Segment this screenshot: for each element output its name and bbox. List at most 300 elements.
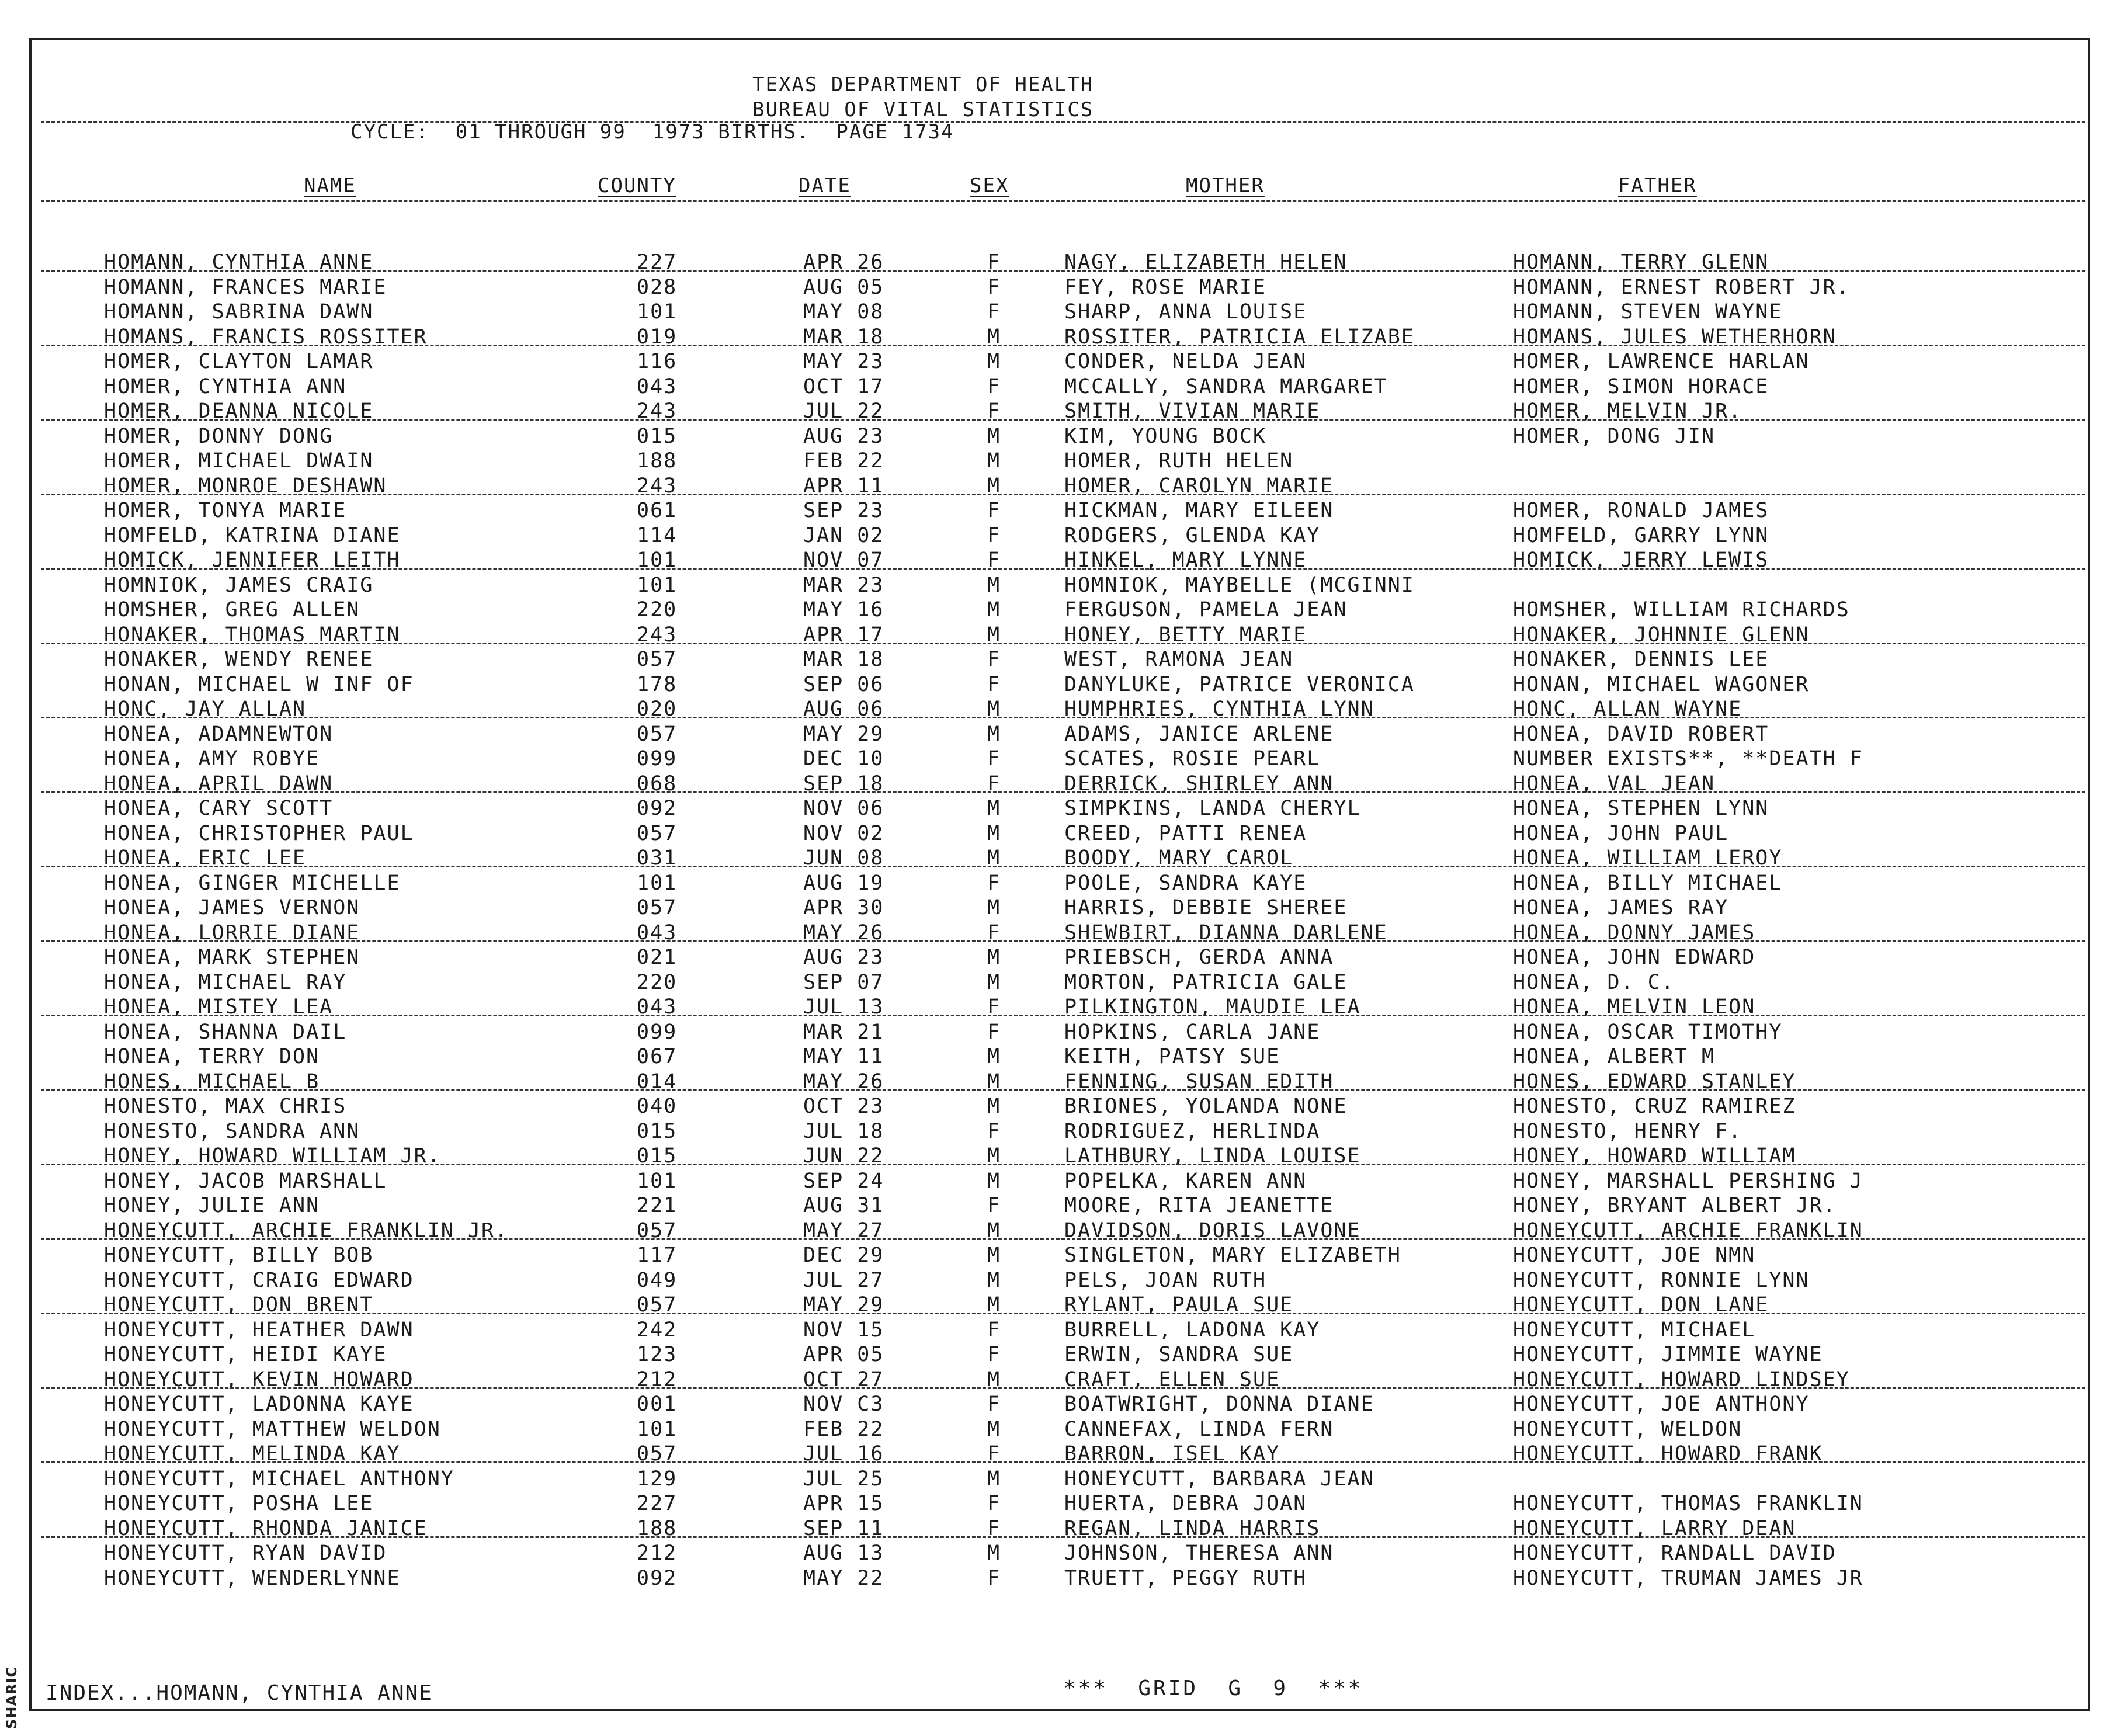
table-row [0,1094,2121,1119]
cell-sex: M [987,350,1001,373]
cell-father: HONES, EDWARD STANLEY [1513,1070,1796,1093]
cell-sex: F [987,523,1001,547]
cell-father: HONEYCUTT, HOWARD LINDSEY [1513,1367,1850,1391]
table-row [0,623,2121,648]
cell-date: MAY 29 [803,1293,884,1317]
cell-date: APR 05 [803,1343,884,1366]
table-row [0,1044,2121,1070]
cell-county: 101 [637,573,678,597]
cell-father: HONEYCUTT, HOWARD FRANK [1513,1442,1823,1466]
cell-name: HONAKER, WENDY RENEE [104,648,374,671]
cell-name: HONEYCUTT, DON BRENT [104,1293,374,1317]
cell-county: 057 [637,722,678,746]
cell-mother: SHARP, ANNA LOUISE [1064,300,1307,324]
cell-county: 099 [637,1020,678,1044]
column-header-date: DATE [799,174,851,197]
cell-sex: M [987,1070,1001,1093]
cell-county: 242 [637,1318,678,1342]
cell-county: 220 [637,970,678,994]
cell-mother: HONEY, BETTY MARIE [1064,623,1307,647]
cell-name: HONAKER, THOMAS MARTIN [104,623,401,647]
cell-date: AUG 31 [803,1194,884,1217]
cell-county: 028 [637,275,678,299]
cell-mother: TRUETT, PEGGY RUTH [1064,1566,1307,1590]
cell-name: HONEYCUTT, ARCHIE FRANKLIN JR. [104,1218,509,1242]
cell-sex: F [987,251,1001,274]
table-row [0,424,2121,449]
cell-name: HONEA, AMY ROBYE [104,747,320,770]
cell-date: MAY 08 [803,300,884,324]
table-row [0,1318,2121,1343]
cell-mother: HUMPHRIES, CYNTHIA LYNN [1064,697,1374,721]
cell-father: HONEYCUTT, JOE NMN [1513,1244,1756,1267]
cell-county: 020 [637,697,678,721]
cell-name: HOMANN, FRANCES MARIE [104,275,387,299]
cell-mother: MORTON, PATRICIA GALE [1064,970,1348,994]
table-row [0,1392,2121,1417]
table-row [0,1020,2121,1045]
cell-sex: F [987,1393,1001,1416]
cell-county: 101 [637,1417,678,1441]
table-row [0,449,2121,474]
cell-date: JUL 13 [803,995,884,1019]
cell-county: 015 [637,1119,678,1143]
cell-date: MAY 23 [803,350,884,373]
table-row [0,945,2121,970]
cell-mother: SIMPKINS, LANDA CHERYL [1064,797,1361,820]
cell-father: HONEA, DAVID ROBERT [1513,722,1769,746]
cell-mother: KIM, YOUNG BOCK [1064,424,1267,448]
cell-sex: M [987,1268,1001,1292]
cell-father: HONEA, ALBERT M [1513,1045,1716,1068]
table-row [0,697,2121,722]
cell-father: HONEY, HOWARD WILLIAM [1513,1144,1796,1168]
cell-sex: M [987,474,1001,498]
cell-date: MAY 26 [803,1070,884,1093]
cell-father: HONAKER, DENNIS LEE [1513,648,1769,671]
cell-date: JUN 08 [803,846,884,870]
cell-sex: M [987,846,1001,870]
table-row [0,846,2121,871]
cell-sex: M [987,797,1001,820]
cell-sex: F [987,548,1001,572]
cell-father: HONAN, MICHAEL WAGONER [1513,672,1810,696]
table-row [0,399,2121,424]
cell-father: HONEYCUTT, ARCHIE FRANKLIN [1513,1218,1863,1242]
column-header-divider [41,200,2085,202]
table-row [0,349,2121,374]
cell-sex: F [987,672,1001,696]
table-row [0,374,2121,400]
table-row [0,598,2121,623]
cell-mother: ADAMS, JANICE ARLENE [1064,722,1334,746]
cell-county: 092 [637,1566,678,1590]
report-title: TEXAS DEPARTMENT OF HEALTH [752,73,1094,96]
cell-mother: POOLE, SANDRA KAYE [1064,871,1307,895]
cell-date: FEB 22 [803,1417,884,1441]
column-header-name: NAME [304,174,356,197]
cell-mother: BRIONES, YOLANDA NONE [1064,1095,1348,1118]
cell-name: HONEY, JACOB MARSHALL [104,1169,387,1193]
cell-mother: ERWIN, SANDRA SUE [1064,1343,1294,1366]
cell-sex: F [987,374,1001,398]
cell-date: AUG 05 [803,275,884,299]
cell-father: HONEY, BRYANT ALBERT JR. [1513,1194,1837,1217]
cell-county: 015 [637,1144,678,1168]
table-row [0,300,2121,325]
cell-sex: F [987,1566,1001,1590]
cell-father: HOMANN, TERRY GLENN [1513,251,1769,274]
cell-name: HONEA, JAMES VERNON [104,896,360,919]
cell-father: HOMICK, JERRY LEWIS [1513,548,1769,572]
cell-sex: F [987,648,1001,671]
column-header-county: COUNTY [598,174,676,197]
cell-sex: M [987,722,1001,746]
cell-mother: JOHNSON, THERESA ANN [1064,1541,1334,1565]
table-row [0,1144,2121,1169]
cell-mother: FERGUSON, PAMELA JEAN [1064,598,1348,622]
cell-name: HONEA, GINGER MICHELLE [104,871,401,895]
cell-sex: M [987,598,1001,622]
cell-date: APR 30 [803,896,884,919]
cell-name: HONES, MICHAEL B [104,1070,320,1093]
cell-date: JUL 18 [803,1119,884,1143]
cell-sex: M [987,697,1001,721]
table-row [0,1442,2121,1467]
cell-mother: PELS, JOAN RUTH [1064,1268,1267,1292]
cell-mother: FEY, ROSE MARIE [1064,275,1267,299]
cell-sex: M [987,1244,1001,1267]
cell-date: SEP 23 [803,499,884,522]
cell-date: DEC 10 [803,747,884,770]
cell-name: HONEA, CARY SCOTT [104,797,334,820]
cell-mother: CANNEFAX, LINDA FERN [1064,1417,1334,1441]
cell-father: HONEYCUTT, RONNIE LYNN [1513,1268,1810,1292]
cell-date: AUG 19 [803,871,884,895]
table-row [0,970,2121,995]
cell-mother: BOATWRIGHT, DONNA DIANE [1064,1393,1374,1416]
cell-county: 101 [637,300,678,324]
cell-father: HOMER, RONALD JAMES [1513,499,1769,522]
cell-father: HONEYCUTT, JIMMIE WAYNE [1513,1343,1823,1366]
cell-date: APR 17 [803,623,884,647]
report-bureau: BUREAU OF VITAL STATISTICS [752,98,1094,121]
cell-name: HONC, JAY ALLAN [104,697,307,721]
cell-county: 123 [637,1343,678,1366]
cell-mother: BOODY, MARY CAROL [1064,846,1294,870]
cell-name: HONEYCUTT, BILLY BOB [104,1244,374,1267]
cell-name: HONEA, ADAMNEWTON [104,722,334,746]
cell-date: MAY 27 [803,1218,884,1242]
cell-mother: BURRELL, LADONA KAY [1064,1318,1321,1342]
cell-county: 031 [637,846,678,870]
cell-mother: BARRON, ISEL KAY [1064,1442,1280,1466]
cell-father: HONEA, D. C. [1513,970,1675,994]
cell-date: MAR 21 [803,1020,884,1044]
cell-father: HONEY, MARSHALL PERSHING J [1513,1169,1863,1193]
cell-county: 057 [637,648,678,671]
cell-mother: HICKMAN, MARY EILEEN [1064,499,1334,522]
cell-date: NOV 07 [803,548,884,572]
cell-date: APR 26 [803,251,884,274]
cell-name: HOMSHER, GREG ALLEN [104,598,360,622]
cell-name: HOMFELD, KATRINA DIANE [104,523,401,547]
table-row [0,772,2121,797]
cell-county: 068 [637,772,678,796]
table-row [0,1467,2121,1492]
cell-name: HONEYCUTT, WENDERLYNNE [104,1566,401,1590]
cell-mother: SCATES, ROSIE PEARL [1064,747,1321,770]
cell-sex: F [987,400,1001,423]
cell-mother: CREED, PATTI RENEA [1064,821,1307,845]
cell-sex: M [987,424,1001,448]
cell-date: SEP 11 [803,1516,884,1540]
cell-name: HONEYCUTT, MATTHEW WELDON [104,1417,441,1441]
table-row [0,1218,2121,1244]
cell-sex: F [987,1516,1001,1540]
cell-name: HONESTO, SANDRA ANN [104,1119,360,1143]
cell-sex: F [987,921,1001,945]
cell-name: HONEA, ERIC LEE [104,846,307,870]
cell-county: 117 [637,1244,678,1267]
cell-county: 057 [637,896,678,919]
cell-father: HONEA, DONNY JAMES [1513,921,1756,945]
cell-father: HOMER, LAWRENCE HARLAN [1513,350,1810,373]
cell-mother: REGAN, LINDA HARRIS [1064,1516,1321,1540]
cell-county: 212 [637,1367,678,1391]
cell-name: HONEA, MISTEY LEA [104,995,334,1019]
cell-name: HONEYCUTT, LADONNA KAYE [104,1393,414,1416]
table-row [0,995,2121,1020]
table-row [0,1243,2121,1268]
cell-county: 227 [637,1492,678,1515]
cell-mother: WEST, RAMONA JEAN [1064,648,1294,671]
cycle-line: CYCLE: 01 THROUGH 99 1973 BIRTHS. PAGE 1734 [350,120,954,144]
cell-name: HONEY, JULIE ANN [104,1194,320,1217]
cell-mother: HOMNIOK, MAYBELLE (MCGINNI [1064,573,1415,597]
cell-father: HOMANN, ERNEST ROBERT JR. [1513,275,1850,299]
cell-name: HONAN, MICHAEL W INF OF [104,672,414,696]
cell-sex: F [987,871,1001,895]
cell-county: 220 [637,598,678,622]
cell-sex: F [987,1194,1001,1217]
cell-mother: LATHBURY, LINDA LOUISE [1064,1144,1361,1168]
cell-date: APR 15 [803,1492,884,1515]
cell-sex: M [987,896,1001,919]
cell-county: 067 [637,1045,678,1068]
cell-county: 092 [637,797,678,820]
cell-mother: HONEYCUTT, BARBARA JEAN [1064,1467,1374,1491]
cell-county: 178 [637,672,678,696]
cell-name: HONEYCUTT, MICHAEL ANTHONY [104,1467,454,1491]
table-row [0,1119,2121,1144]
cell-name: HONEYCUTT, RHONDA JANICE [104,1516,428,1540]
cell-date: MAY 16 [803,598,884,622]
cell-mother: HUERTA, DEBRA JOAN [1064,1492,1307,1515]
cell-county: 057 [637,1442,678,1466]
cell-sex: F [987,1318,1001,1342]
cell-date: SEP 06 [803,672,884,696]
cell-date: OCT 23 [803,1095,884,1118]
cell-name: HOMER, CLAYTON LAMAR [104,350,374,373]
cell-sex: M [987,946,1001,969]
cell-name: HOMER, MICHAEL DWAIN [104,449,374,473]
records-table [0,250,2121,1591]
cell-county: 243 [637,623,678,647]
cell-father: HONEA, WILLIAM LEROY [1513,846,1783,870]
table-row [0,573,2121,598]
cell-father: HONESTO, HENRY F. [1513,1119,1742,1143]
cell-mother: NAGY, ELIZABETH HELEN [1064,251,1348,274]
cell-name: HONEYCUTT, MELINDA KAY [104,1442,401,1466]
cell-mother: SHEWBIRT, DIANNA DARLENE [1064,921,1388,945]
cell-father: HOMER, MELVIN JR. [1513,400,1742,423]
cell-father: HOMSHER, WILLIAM RICHARDS [1513,598,1850,622]
cell-date: NOV 02 [803,821,884,845]
cell-sex: F [987,499,1001,522]
cell-name: HONEYCUTT, POSHA LEE [104,1492,374,1515]
cell-date: NOV C3 [803,1393,884,1416]
cell-county: 049 [637,1268,678,1292]
cell-name: HOMANN, CYNTHIA ANNE [104,251,374,274]
cell-name: HOMER, CYNTHIA ANN [104,374,347,398]
cell-mother: MOORE, RITA JEANETTE [1064,1194,1334,1217]
table-row [0,647,2121,672]
cell-name: HOMNIOK, JAMES CRAIG [104,573,374,597]
cell-father: HONESTO, CRUZ RAMIREZ [1513,1095,1796,1118]
table-row [0,1417,2121,1442]
cell-date: JUL 25 [803,1467,884,1491]
cell-name: HONEYCUTT, RYAN DAVID [104,1541,387,1565]
cell-mother: MCCALLY, SANDRA MARGARET [1064,374,1388,398]
cell-name: HONEYCUTT, KEVIN HOWARD [104,1367,414,1391]
cell-date: NOV 15 [803,1318,884,1342]
cell-county: 015 [637,424,678,448]
table-row [0,250,2121,275]
cell-county: 057 [637,1218,678,1242]
column-header-sex: SEX [970,174,1009,197]
table-row [0,1566,2121,1591]
cell-father: HOMER, DONG JIN [1513,424,1716,448]
table-row [0,1491,2121,1516]
cell-mother: DAVIDSON, DORIS LAVONE [1064,1218,1361,1242]
cell-date: FEB 22 [803,449,884,473]
cell-name: HOMICK, JENNIFER LEITH [104,548,401,572]
cell-date: JUN 22 [803,1144,884,1168]
table-row [0,523,2121,548]
cell-date: AUG 06 [803,697,884,721]
cell-sex: F [987,995,1001,1019]
cell-county: 227 [637,251,678,274]
table-row [0,796,2121,821]
cell-date: MAR 18 [803,648,884,671]
header-divider [41,121,2085,123]
cell-sex: M [987,1293,1001,1317]
cell-father: HONEYCUTT, TRUMAN JAMES JR [1513,1566,1863,1590]
cell-date: AUG 23 [803,946,884,969]
cell-father: HONEA, MELVIN LEON [1513,995,1756,1019]
cell-father: HONEA, STEPHEN LYNN [1513,797,1769,820]
table-row [0,722,2121,747]
cell-county: 001 [637,1393,678,1416]
cell-mother: SINGLETON, MARY ELIZABETH [1064,1244,1401,1267]
cell-county: 043 [637,921,678,945]
cell-mother: DERRICK, SHIRLEY ANN [1064,772,1334,796]
table-row [0,498,2121,523]
cell-date: AUG 23 [803,424,884,448]
cell-name: HONEYCUTT, HEATHER DAWN [104,1318,414,1342]
cell-county: 243 [637,474,678,498]
cell-sex: F [987,747,1001,770]
cell-name: HOMANS, FRANCIS ROSSITER [104,325,428,349]
cell-sex: F [987,1343,1001,1366]
cell-county: 099 [637,747,678,770]
table-row [0,1293,2121,1318]
cell-sex: M [987,970,1001,994]
cell-sex: M [987,623,1001,647]
cell-mother: RODRIGUEZ, HERLINDA [1064,1119,1321,1143]
cell-date: APR 11 [803,474,884,498]
cell-county: 116 [637,350,678,373]
cell-sex: F [987,1492,1001,1515]
cell-sex: M [987,1367,1001,1391]
footer-grid: *** GRID G 9 *** [1063,1676,1363,1700]
cell-date: JAN 02 [803,523,884,547]
cell-father: HONAKER, JOHNNIE GLENN [1513,623,1810,647]
cell-sex: F [987,1020,1001,1044]
table-row [0,1516,2121,1541]
cell-sex: M [987,449,1001,473]
cell-county: 019 [637,325,678,349]
cell-county: 114 [637,523,678,547]
table-row [0,325,2121,350]
cell-date: SEP 18 [803,772,884,796]
cell-date: MAR 23 [803,573,884,597]
cell-mother: PRIEBSCH, GERDA ANNA [1064,946,1334,969]
table-row [0,1367,2121,1393]
cell-mother: PILKINGTON, MAUDIE LEA [1064,995,1361,1019]
cell-mother: HOMER, CAROLYN MARIE [1064,474,1334,498]
cell-county: 061 [637,499,678,522]
cell-date: JUL 22 [803,400,884,423]
cell-county: 129 [637,1467,678,1491]
table-row [0,747,2121,772]
cell-father: NUMBER EXISTS**, **DEATH F [1513,747,1863,770]
cell-sex: F [987,1442,1001,1466]
cell-county: 101 [637,1169,678,1193]
table-row [0,1268,2121,1293]
cell-county: 014 [637,1070,678,1093]
cell-father: HONC, ALLAN WAYNE [1513,697,1742,721]
cell-county: 188 [637,1516,678,1540]
cell-sex: M [987,325,1001,349]
cell-mother: HOPKINS, CARLA JANE [1064,1020,1321,1044]
cell-name: HONEYCUTT, HEIDI KAYE [104,1343,387,1366]
table-row [0,275,2121,300]
cell-mother: KEITH, PATSY SUE [1064,1045,1280,1068]
cell-date: OCT 27 [803,1367,884,1391]
cell-father: HONEA, JAMES RAY [1513,896,1729,919]
table-row [0,895,2121,921]
cell-mother: ROSSITER, PATRICIA ELIZABE [1064,325,1415,349]
cell-sex: M [987,573,1001,597]
table-row [0,1342,2121,1367]
cell-county: 057 [637,821,678,845]
cell-name: HONEYCUTT, CRAIG EDWARD [104,1268,414,1292]
cell-mother: POPELKA, KAREN ANN [1064,1169,1307,1193]
cell-sex: M [987,1169,1001,1193]
cell-name: HONEA, CHRISTOPHER PAUL [104,821,414,845]
